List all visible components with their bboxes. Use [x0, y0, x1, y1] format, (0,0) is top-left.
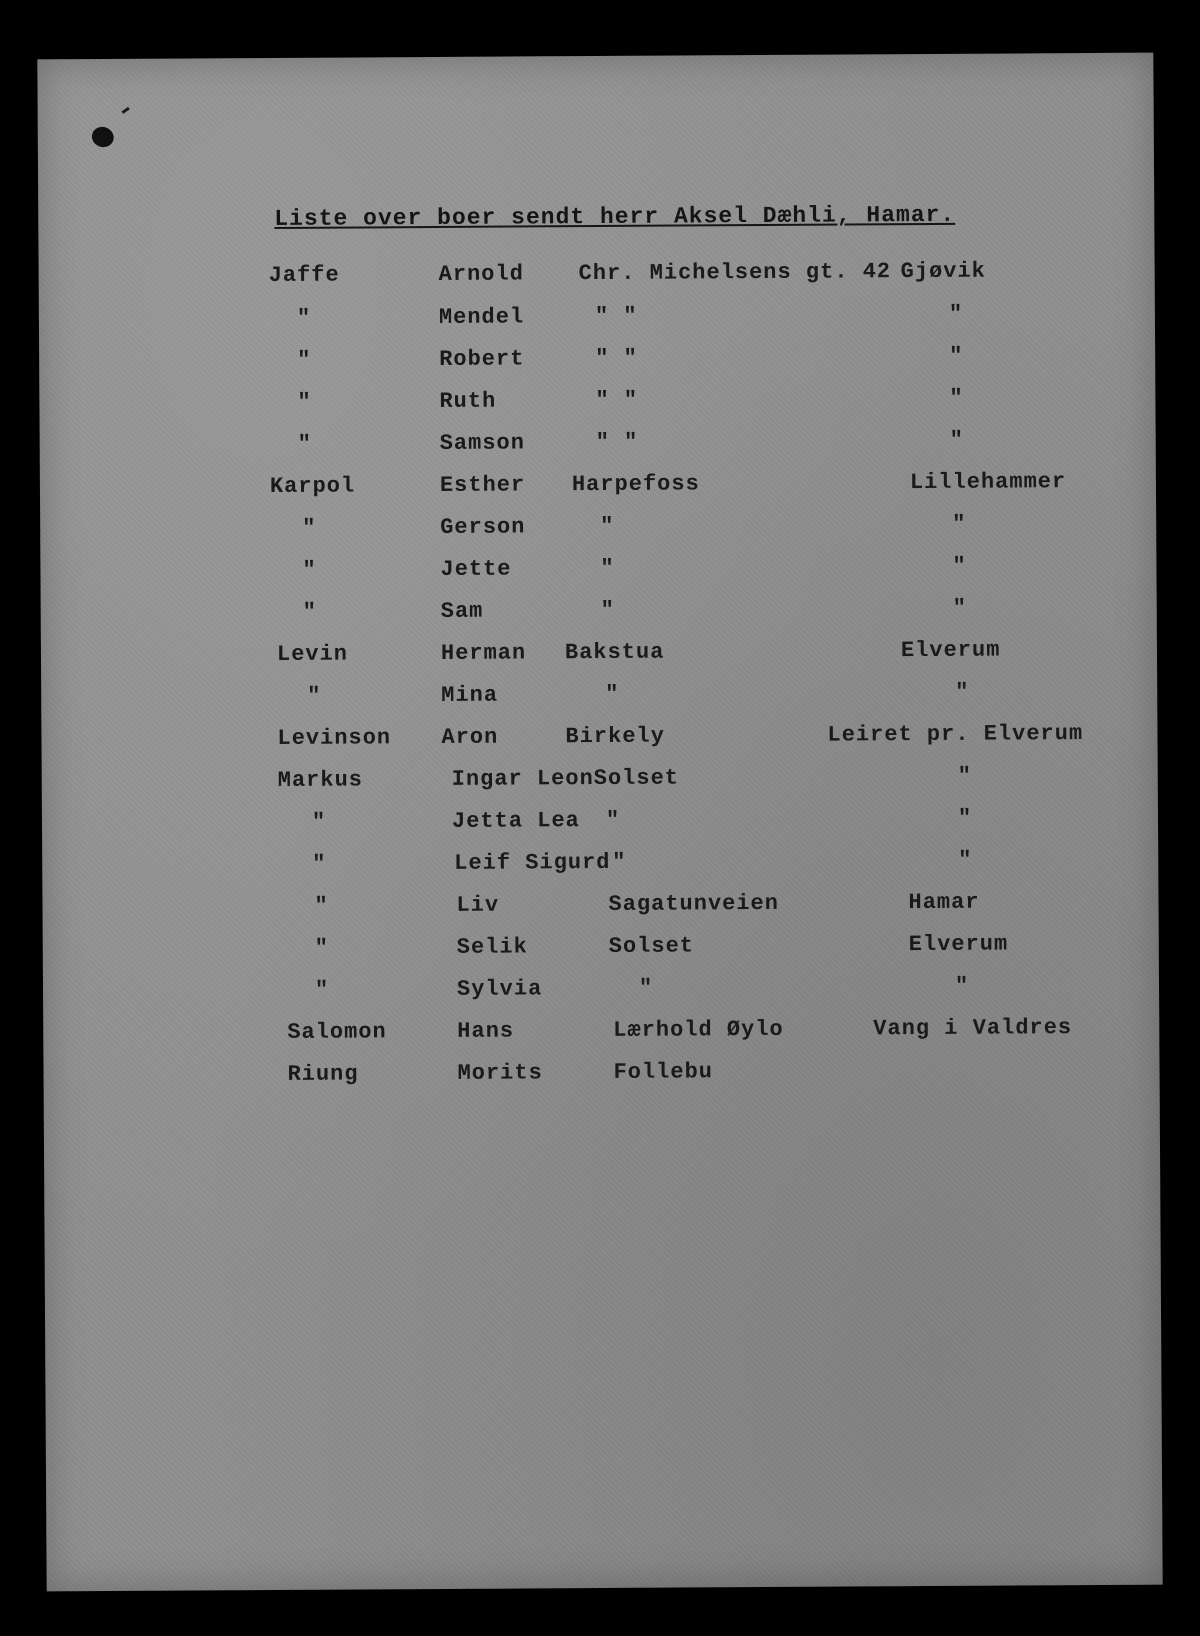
first-name: Hans — [457, 1018, 515, 1044]
list-row — [43, 973, 1159, 1014]
list-row — [42, 805, 1158, 846]
ink-blot — [89, 124, 116, 150]
address: " — [600, 513, 615, 539]
place: Hamar — [908, 889, 980, 916]
place: " — [948, 301, 964, 327]
address: Chr. Michelsens gt. 42 — [578, 259, 892, 287]
list-row — [42, 889, 1158, 930]
first-name: Arnold — [438, 261, 524, 287]
place: " — [949, 427, 964, 453]
first-name: Esther — [439, 472, 526, 498]
surname: Jaffe — [268, 262, 340, 289]
address: " " — [595, 345, 638, 372]
surname: " — [314, 977, 330, 1003]
document-page — [37, 53, 1162, 1592]
first-name: Ruth — [439, 388, 497, 414]
surname: " — [297, 431, 312, 457]
first-name: Aron — [441, 724, 499, 750]
first-name: Herman — [440, 640, 527, 666]
first-name: Samson — [439, 430, 525, 456]
surname: " — [311, 809, 327, 835]
place: " — [949, 343, 964, 369]
document-title: Liste over boer sendt herr Aksel Dæhli, Hamar. — [274, 201, 956, 232]
place: " — [952, 511, 967, 537]
place: Elverum — [908, 931, 1009, 958]
ink-speck — [122, 107, 130, 114]
address: Follebu — [613, 1059, 714, 1085]
list-row — [42, 763, 1158, 804]
list-row — [40, 469, 1156, 510]
place: Lillehammer — [909, 469, 1067, 496]
list-row — [41, 679, 1157, 720]
place: " — [952, 595, 967, 621]
place: Vang i Valdres — [873, 1015, 1073, 1042]
place: " — [952, 553, 967, 579]
address: " — [605, 681, 620, 707]
address: Solset — [593, 765, 680, 792]
first-name: Mendel — [438, 304, 525, 330]
surname: Salomon — [287, 1019, 387, 1045]
address: Harpefoss — [571, 471, 700, 498]
surname: Karpol — [269, 473, 356, 500]
first-name: Robert — [439, 346, 525, 372]
list-row — [43, 931, 1159, 972]
surname: " — [312, 851, 327, 877]
address: " " — [594, 303, 638, 330]
surname: " — [296, 305, 312, 331]
place: Leiret pr. Elverum — [827, 721, 1084, 748]
place: Gjøvik — [900, 258, 986, 285]
first-name: Selik — [456, 934, 528, 960]
place: " — [957, 805, 973, 831]
list-row — [39, 258, 1155, 299]
surname: " — [302, 599, 317, 625]
address: " — [605, 807, 621, 833]
first-name: Jette — [440, 556, 512, 582]
first-name: Sam — [440, 598, 484, 624]
surname: Riung — [287, 1061, 359, 1087]
list-row — [41, 721, 1157, 762]
surname: " — [302, 515, 317, 541]
list-row — [41, 637, 1157, 678]
first-name: Liv — [456, 892, 500, 918]
surname: " — [302, 557, 317, 583]
address: " — [638, 975, 654, 1001]
address: " " — [595, 387, 639, 414]
place: " — [954, 973, 970, 999]
list-row — [40, 511, 1156, 552]
place: " — [958, 847, 973, 873]
first-name: Mina — [441, 682, 499, 708]
address: " " — [595, 429, 639, 456]
list-row — [39, 385, 1155, 426]
place: " — [957, 763, 973, 789]
address: " — [600, 555, 615, 581]
first-name: Ingar Leon — [451, 766, 594, 792]
address: Sagatunveien — [608, 890, 780, 917]
address: Lærhold Øylo — [613, 1016, 784, 1043]
first-name: Morits — [457, 1060, 543, 1086]
surname: Levinson — [277, 725, 392, 751]
first-name: Gerson — [440, 514, 526, 540]
surname: Levin — [276, 641, 349, 667]
surname: " — [314, 893, 329, 919]
list-row — [39, 343, 1155, 384]
list-row — [40, 427, 1156, 468]
first-name: Sylvia — [456, 976, 543, 1002]
surname: " — [297, 347, 312, 373]
address: Birkely — [565, 723, 665, 750]
address: Solset — [608, 933, 695, 959]
address: Bakstua — [564, 639, 665, 666]
list-row — [43, 1015, 1159, 1056]
surname: Markus — [277, 767, 364, 793]
list-row — [42, 847, 1158, 888]
surname: " — [307, 683, 322, 709]
first-name: Jetta Lea — [451, 808, 580, 834]
place: Elverum — [900, 637, 1001, 664]
address: " — [600, 597, 615, 623]
surname: " — [314, 935, 330, 961]
list-row — [39, 301, 1155, 342]
list-row — [43, 1057, 1159, 1098]
place: " — [949, 385, 964, 411]
address: " — [612, 849, 627, 875]
surname: " — [297, 389, 312, 415]
place: " — [955, 679, 970, 705]
list-row — [40, 553, 1156, 594]
first-name: Leif Sigurd — [454, 849, 611, 876]
list-row — [41, 595, 1157, 636]
